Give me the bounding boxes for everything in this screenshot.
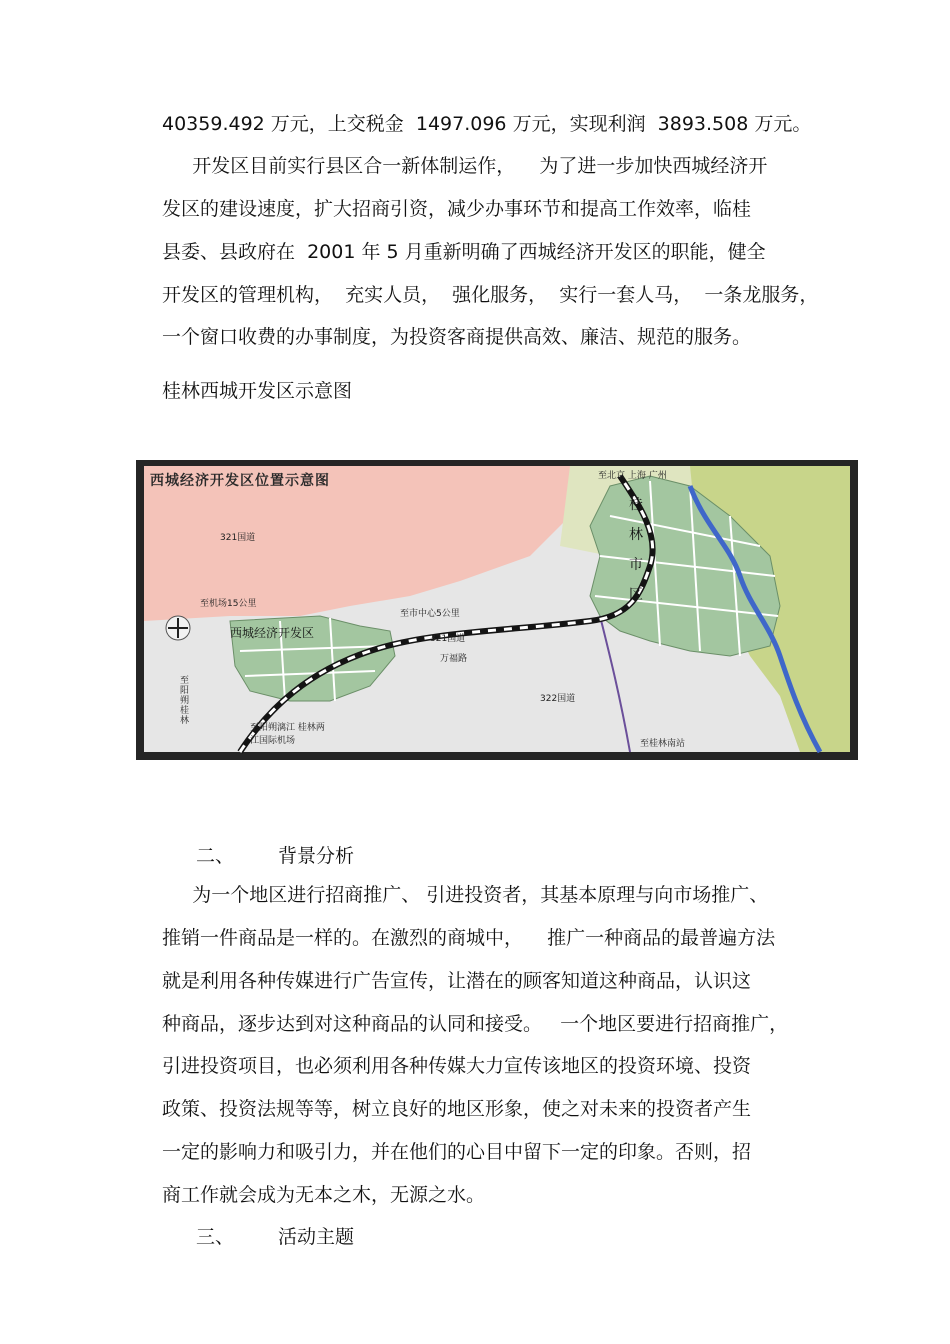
map-label-bottom-right: 至桂林南站 <box>640 739 686 749</box>
map-zone-label: 西城经济开发区 <box>230 626 315 640</box>
section-title: 活动主题 <box>278 1226 355 1248</box>
paragraph-line: 种商品，逐步达到对这种商品的认同和接受。 一个地区要进行招商推广， <box>162 1013 789 1035</box>
paragraph-line: 发区的建设速度，扩大招商引资，减少办事环节和提高工作效率，临桂 <box>162 198 752 220</box>
paragraph-line: 为一个地区进行招商推广、 引进投资者，其基本原理与向市场推广、 <box>162 884 769 906</box>
paragraph-line: 引进投资项目，也必须利用各种传媒大力宣传该地区的投资环境、投资 <box>162 1055 752 1077</box>
map-label-road-321: 321国道 <box>430 634 466 644</box>
map-city-label: 桂 林 市 区 <box>629 497 643 603</box>
map-title: 西城经济开发区位置示意图 <box>150 473 330 489</box>
paragraph-line: 就是利用各种传媒进行广告宣传，让潜在的顾客知道这种商品，认识这 <box>162 970 752 992</box>
paragraph-line: 开发区目前实行县区合一新体制运作， 为了进一步加快西城经济开 <box>162 155 768 177</box>
map-label-left-vertical: 至阳朔 桂林 <box>180 676 190 726</box>
map-graphic <box>130 456 884 778</box>
map-label-to-center: 至市中心5公里 <box>400 609 460 619</box>
paragraph-line: 开发区的管理机构， 充实人员， 强化服务， 实行一套人马， 一条龙服务， <box>162 284 819 306</box>
map-caption: 桂林西城开发区示意图 <box>162 380 353 402</box>
map-label-top-right: 至北京 上海 广州 <box>598 471 667 481</box>
map-label-g322: 322国道 <box>540 694 576 704</box>
map-label-bottom-left: 至阳朔漓江 桂林两江国际机场 <box>250 723 325 746</box>
section-number: 三、 <box>196 1226 235 1248</box>
paragraph-line: 40359.492 万元，上交税金 1497.096 万元，实现利润 3893.508 万元。 <box>162 113 812 135</box>
paragraph-line: 县委、县政府在 2001 年 5 月重新明确了西城经济开发区的职能，健全 <box>162 241 766 263</box>
paragraph-line: 商工作就会成为无本之木，无源之水。 <box>162 1184 486 1206</box>
map-label-wangui: 万福路 <box>440 654 468 664</box>
section-title: 背景分析 <box>278 845 355 867</box>
paragraph-line: 一个窗口收费的办事制度，为投资客商提供高效、廉洁、规范的服务。 <box>162 326 752 348</box>
paragraph-line: 一定的影响力和吸引力，并在他们的心目中留下一定的印象。否则，招 <box>162 1141 752 1163</box>
section-number: 二、 <box>196 845 235 867</box>
paragraph-line: 推销一件商品是一样的。在激烈的商城中， 推广一种商品的最普遍方法 <box>162 927 776 949</box>
paragraph-line: 政策、投资法规等等，树立良好的地区形象，使之对未来的投资者产生 <box>162 1098 752 1120</box>
map-label-g321-top: 321国道 <box>220 533 256 543</box>
location-map <box>130 456 884 778</box>
map-label-airport-road: 至机场15公里 <box>200 599 257 609</box>
